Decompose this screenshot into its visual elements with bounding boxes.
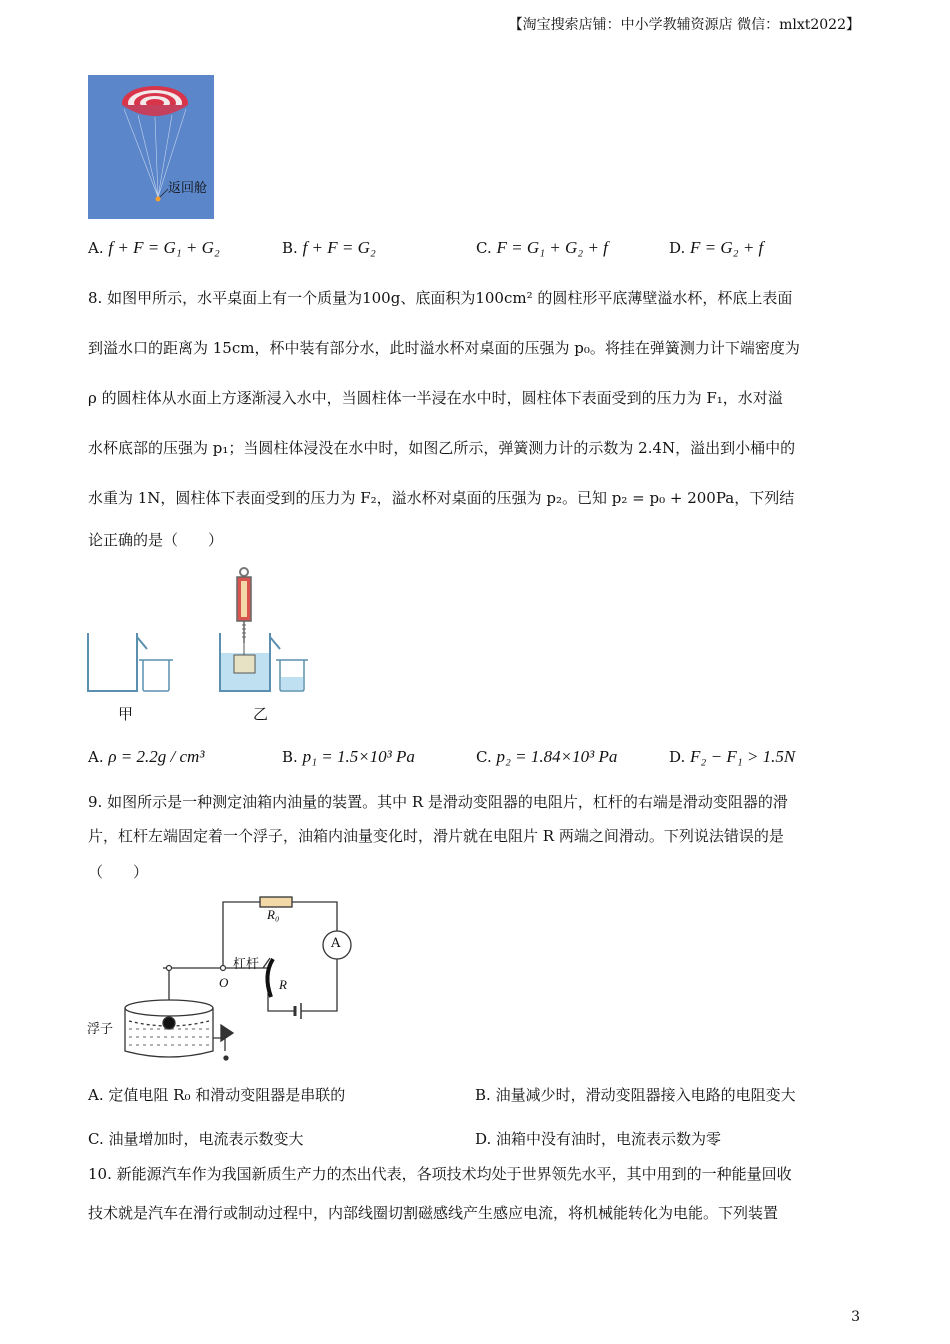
fig-label-jia: 甲 (118, 705, 134, 723)
r0-label: R₀ (267, 907, 280, 922)
q8-option-c[interactable]: C. p₂ = 1.84×10³ Pa (476, 747, 618, 766)
q10-line-1: 10. 新能源汽车作为我国新质生产力的杰出代表，各项技术均处于世界领先水平，其中用到的一种能量回收 (88, 1165, 792, 1183)
pivot-label: O (219, 975, 229, 990)
page-number: 3 (851, 1309, 860, 1325)
q7-option-d[interactable]: D. F = G₂ + f (669, 238, 764, 257)
ammeter-label: A (331, 936, 341, 951)
capsule-label: 返回舱 (168, 181, 208, 196)
q8-line-1: 8. 如图甲所示，水平桌面上有一个质量为100g、底面积为100cm² 的圆柱形平底薄壁溢水杯，杯底上表面 (88, 289, 793, 307)
lever-label: 杠杆 (233, 957, 260, 972)
q8-line-3: ρ 的圆柱体从水面上方逐渐浸入水中，当圆柱体一半浸在水中时，圆柱体下表面受到的压力为 F₁，水对溢 (88, 389, 783, 407)
q8-line-2: 到溢水口的距离为 15cm，杯中装有部分水，此时溢水杯对桌面的压强为 p₀。将挂在弹簧测力计下端密度为 (88, 339, 800, 357)
parachute-photo (88, 75, 214, 219)
q7-option-b[interactable]: B. f + F = G₂ (282, 238, 376, 257)
q8-line-5: 水重为 1N，圆柱体下表面受到的压力为 F₂，溢水杯对桌面的压强为 p₂。已知 p₂ = p₀ + 200Pa，下列结 (88, 489, 795, 507)
q9-line-3: （ ） (88, 863, 149, 881)
q9-option-a[interactable]: A. 定值电阻 R₀ 和滑动变阻器是串联的 (88, 1086, 346, 1104)
q9-line-2: 片，杠杆左端固定着一个浮子，油箱内油量变化时，滑片就在电阻片 R 两端之间滑动。下列说法错误的是 (88, 827, 784, 845)
q8-line-6: 论正确的是（ ） (88, 531, 224, 549)
q8-option-d[interactable]: D. F₂ − F₁ > 1.5N (669, 747, 796, 766)
q8-option-b[interactable]: B. p₁ = 1.5×10³ Pa (282, 747, 415, 766)
fig-label-yi: 乙 (253, 705, 269, 723)
q10-line-2: 技术就是汽车在滑行或制动过程中，内部线圈切割磁感线产生感应电流，将机械能转化为电能。下列装置 (88, 1204, 779, 1222)
q7-option-c[interactable]: C. F = G₁ + G₂ + f (476, 238, 608, 257)
page-header: 【淘宝搜索店铺：中小学教辅资源店 微信：mlxt2022】 (508, 17, 860, 33)
q9-option-d[interactable]: D. 油箱中没有油时，电流表示数为零 (475, 1130, 722, 1148)
q9-option-b[interactable]: B. 油量减少时，滑动变阻器接入电路的电阻变大 (475, 1086, 796, 1104)
q8-option-a[interactable]: A. ρ = 2.2g / cm³ (88, 747, 205, 766)
q8-line-4: 水杯底部的压强为 p₁；当圆柱体浸没在水中时，如图乙所示，弹簧测力计的示数为 2.4N，溢出到小桶中的 (88, 439, 796, 457)
float-label: 浮子 (87, 1022, 114, 1037)
q9-option-c[interactable]: C. 油量增加时，电流表示数变大 (88, 1130, 304, 1148)
q9-line-1: 9. 如图所示是一种测定油箱内油量的装置。其中 R 是滑动变阻器的电阻片，杠杆的右端是滑动变阻器的滑 (88, 793, 788, 811)
overflow-cup-figure (85, 565, 310, 725)
resistor-label: R (279, 977, 287, 992)
oil-gauge-circuit (85, 893, 355, 1068)
q7-option-a[interactable]: A. f + F = G₁ + G₂ (88, 238, 220, 257)
